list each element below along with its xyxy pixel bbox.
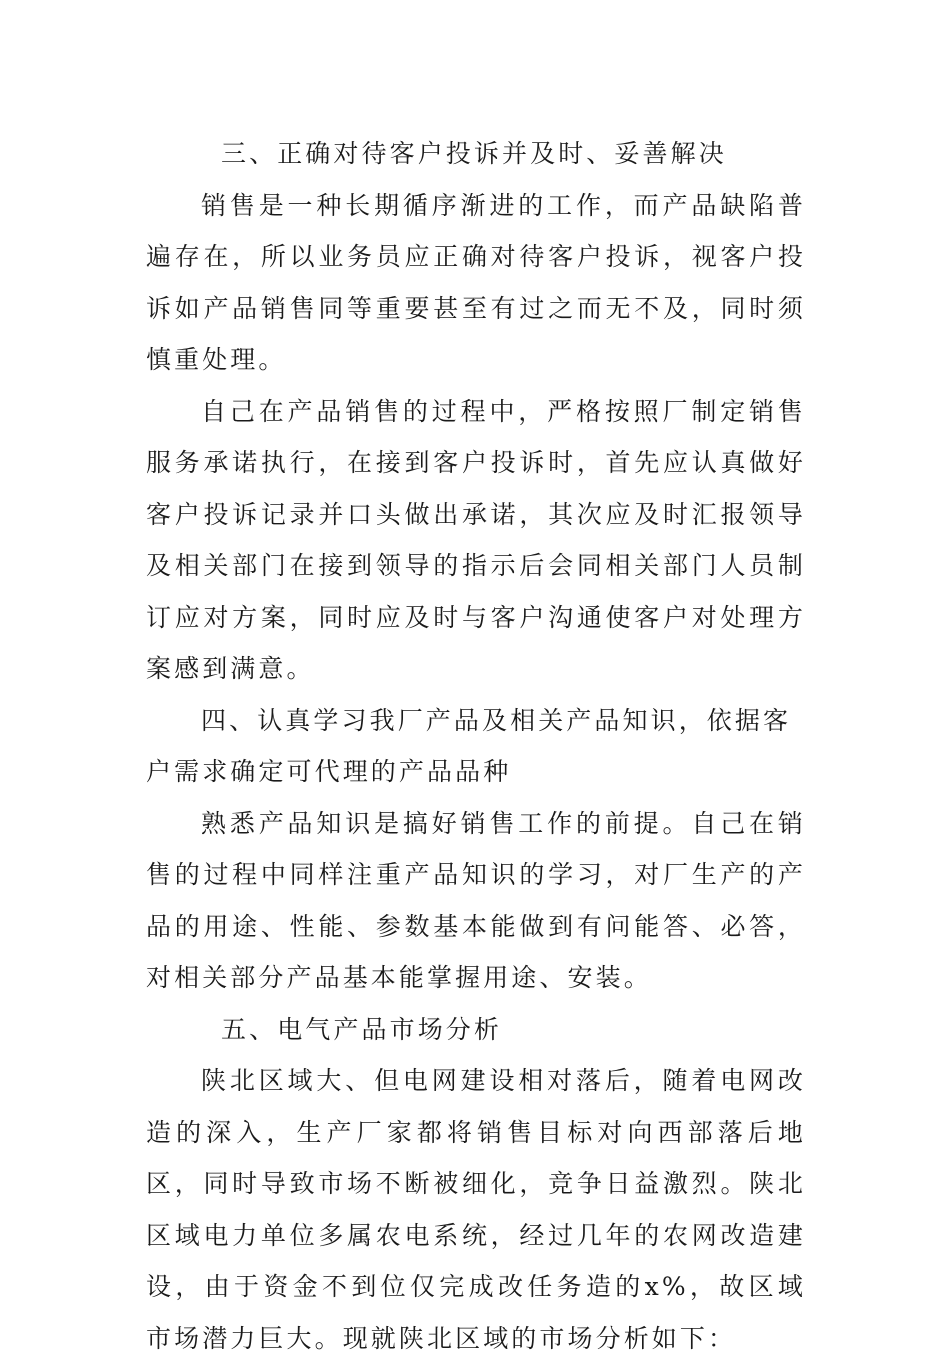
paragraph-sales-attitude: 销售是一种长期循序渐进的工作，而产品缺陷普遍存在，所以业务员应正确对待客户投诉，视客户投诉如产品销售同等重要甚至有过之而无不及，同时须慎重处理。 bbox=[146, 190, 806, 374]
section-heading-5: 五、电气产品市场分析 bbox=[221, 1014, 503, 1044]
section-heading-3: 三、正确对待客户投诉并及时、妥善解决 bbox=[221, 139, 727, 168]
section-heading-4: 四、认真学习我厂产品及相关产品知识，依据客户需求确定可代理的产品品种 bbox=[146, 705, 792, 786]
document-body bbox=[146, 128, 806, 1364]
paragraph-market-analysis: 陕北区域大、但电网建设相对落后，随着电网改造的深入，生产厂家都将销售目标对向西部落后地区，同时导致市场不断被细化，竞争日益激烈。陕北区域电力单位多属农电系统，经过几年的农网改造建设，由于资金不到位仅完成改任务造的x%，故区域市场潜力巨大。现就陕北区域的市场分析如下： bbox=[146, 1066, 806, 1353]
paragraph-complaint-handling: 自己在产品销售的过程中，严格按照厂制定销售服务承诺执行，在接到客户投诉时，首先应认真做好客户投诉记录并口头做出承诺，其次应及时汇报领导及相关部门在接到领导的指示后会同相关部门人员制订应对方案，同时应及时与客户沟通使客户对处理方案感到满意。 bbox=[146, 396, 806, 683]
paragraph-product-knowledge: 熟悉产品知识是搞好销售工作的前提。自己在销售的过程中同样注重产品知识的学习，对厂生产的产品的用途、性能、参数基本能做到有问能答、必答，对相关部分产品基本能掌握用途、安装。 bbox=[146, 808, 806, 992]
